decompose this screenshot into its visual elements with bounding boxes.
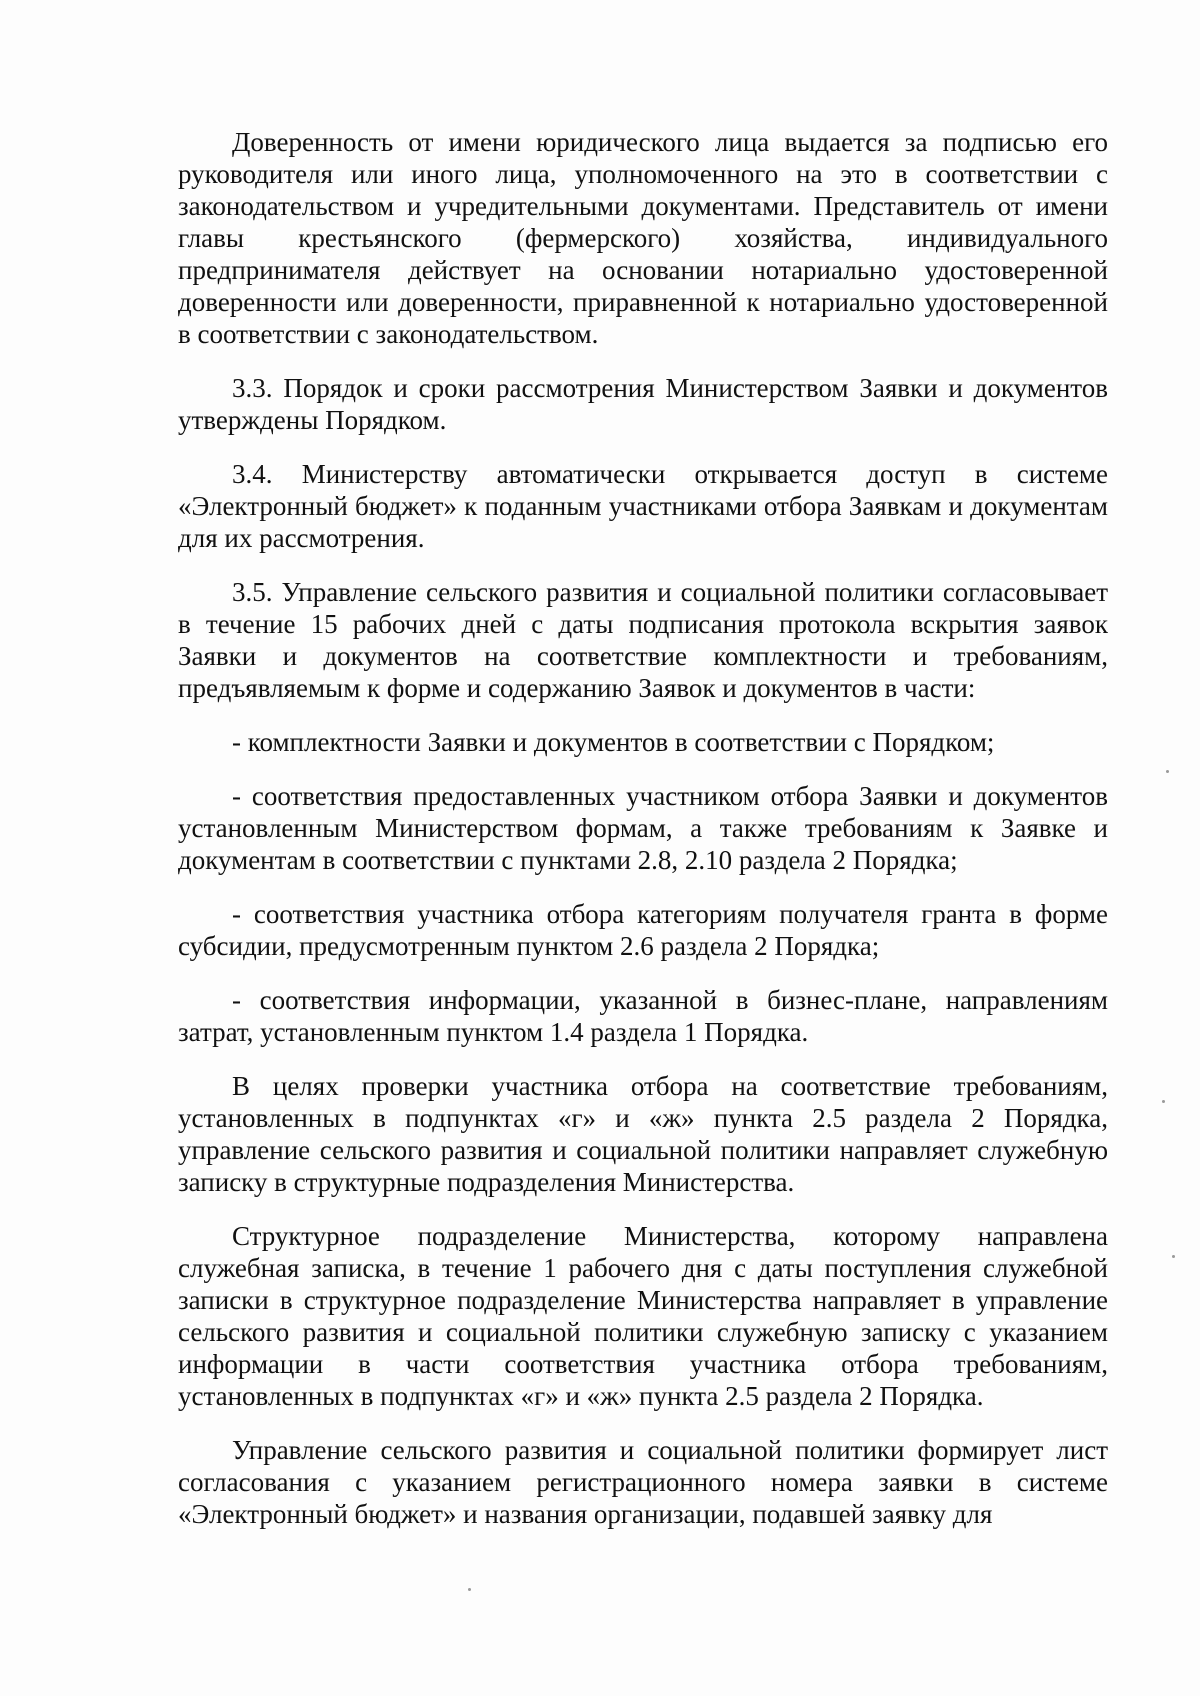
- paragraph-power-of-attorney: Доверенность от имени юридического лица выдается за подписью его руководителя или иного лица, уполномоченного на это в соответствии с законодательством и учредительными документами. Представитель от имени главы крестьянского (фермерского) хозяйства, индивидуального предпринимателя действует на основании нотариально удостоверенной доверенности или доверенности, приравненной к нотариально удостоверенной в соответствии с законодательством.: [178, 127, 1108, 349]
- scan-speck: [468, 1588, 471, 1591]
- paragraph-structural-unit: Структурное подразделение Министерства, которому направлена служебная записка, в течение 1 рабочего дня с даты поступления служебной записки в структурное подразделение Министерства направляет в управление сельского развития и социальной политики служебную записку с указанием информации в части соответствия участника отбора требованиям, установленных в подпунктах «г» и «ж» пункта 2.5 раздела 2 Порядка.: [178, 1221, 1108, 1411]
- list-item-business-plan: - соответствия информации, указанной в бизнес-плане, направлениям затрат, установленным пунктом 1.4 раздела 1 Порядка.: [178, 985, 1108, 1047]
- scan-speck: [1162, 1100, 1165, 1103]
- list-item-recipient-category: - соответствия участника отбора категориям получателя гранта в форме субсидии, предусмотренным пунктом 2.6 раздела 2 Порядка;: [178, 899, 1108, 961]
- list-item-forms-compliance: - соответствия предоставленных участником отбора Заявки и документов установленным Министерством формам, а также требованиям к Заявке и документам в соответствии с пунктами 2.8, 2.10 раздела 2 Порядка;: [178, 781, 1108, 875]
- scan-speck: [1172, 1255, 1175, 1258]
- document-body: [178, 126, 1108, 1550]
- paragraph-3-5: 3.5. Управление сельского развития и социальной политики согласовывает в течение 15 рабочих дней с даты подписания протокола вскрытия заявок Заявки и документов на соответствие комплектности и требованиям, предъявляемым к форме и содержанию Заявок и документов в части:: [178, 577, 1108, 703]
- paragraph-approval-sheet: Управление сельского развития и социальной политики формирует лист согласования с указанием регистрационного номера заявки в системе «Электронный бюджет» и названия организации, подавшей заявку для: [178, 1435, 1108, 1529]
- paragraph-3-3: 3.3. Порядок и сроки рассмотрения Министерством Заявки и документов утверждены Порядком.: [178, 373, 1108, 435]
- paragraph-3-4: 3.4. Министерству автоматически открывается доступ в системе «Электронный бюджет» к поданным участниками отбора Заявкам и документам для их рассмотрения.: [178, 459, 1108, 553]
- scan-speck: [1166, 770, 1169, 773]
- paragraph-verification: В целях проверки участника отбора на соответствие требованиям, установленных в подпунктах «г» и «ж» пункта 2.5 раздела 2 Порядка, управление сельского развития и социальной политики направляет служебную записку в структурные подразделения Министерства.: [178, 1071, 1108, 1197]
- list-item-completeness: - комплектности Заявки и документов в соответствии с Порядком;: [232, 727, 995, 757]
